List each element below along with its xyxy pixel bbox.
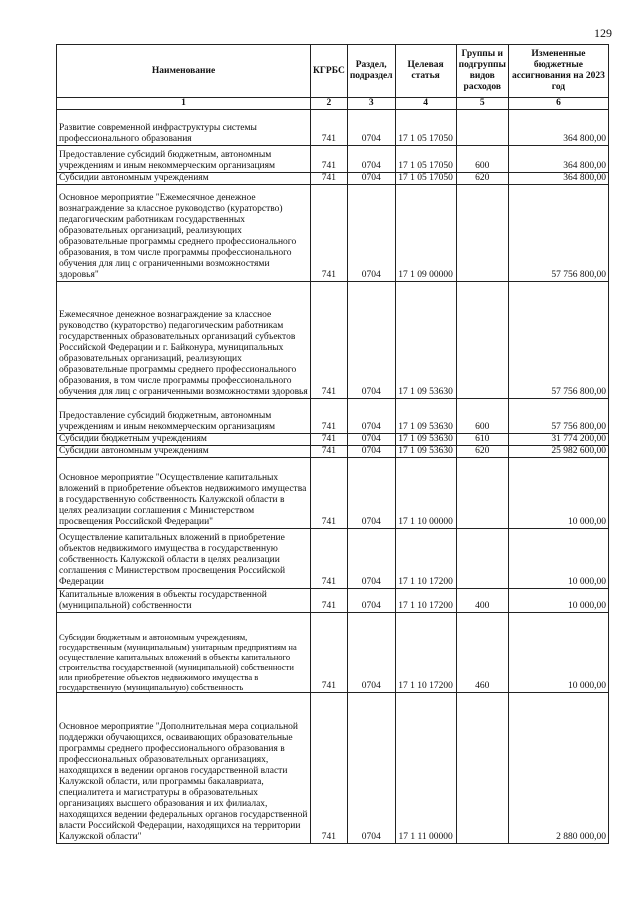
row-name: Основное мероприятие "Ежемесячное денежное вознаграждение за классное руководство (кураторство) педагогическим работникам государственных образовательных организаций, реализующих образовательные программы среднего профессионального образования, в том числе программы профессионального обучения для лиц с ограниченными возможностями здоровья" [57,185,311,282]
row-kgrbs: 741 [311,458,348,529]
row-amount: 10 000,00 [508,613,608,693]
table-row [57,446,609,458]
row-amount: 364 800,00 [508,110,608,146]
budget-table [56,44,609,844]
column-number: 5 [456,98,508,110]
column-number: 4 [395,98,456,110]
row-amount: 31 774 200,00 [508,434,608,446]
row-group: 620 [456,446,508,458]
row-amount: 10 000,00 [508,589,608,613]
row-amount: 57 756 800,00 [508,399,608,434]
row-amount: 10 000,00 [508,458,608,529]
table-row [57,589,609,613]
column-number: 6 [508,98,608,110]
row-target: 17 1 09 53630 [395,282,456,399]
row-section: 0704 [347,693,395,844]
row-kgrbs: 741 [311,613,348,693]
row-name: Предоставление субсидий бюджетным, автономным учреждениям и иным некоммерческим организациям [57,146,311,173]
row-section: 0704 [347,173,395,185]
row-group: 620 [456,173,508,185]
row-section: 0704 [347,185,395,282]
table-row [57,146,609,173]
row-section: 0704 [347,529,395,589]
row-target: 17 1 05 17050 [395,110,456,146]
column-number: 3 [347,98,395,110]
row-kgrbs: 741 [311,282,348,399]
row-section: 0704 [347,146,395,173]
row-name: Ежемесячное денежное вознаграждение за классное руководство (кураторство) педагогическим работникам государственных образовательных организаций субъектов Российской Федерации и г. Байконура, муниципальных образовательных организаций, реализующих образовательные программы среднего профессионального образования, в том числе программы профессионального обучения для лиц с ограниченными возможностями здоровья [57,282,311,399]
row-group [456,458,508,529]
row-kgrbs: 741 [311,693,348,844]
row-target: 17 1 09 00000 [395,185,456,282]
row-group: 600 [456,399,508,434]
row-group [456,529,508,589]
header-target: Целевая статья [395,45,456,98]
row-amount: 364 800,00 [508,146,608,173]
table-row [57,110,609,146]
table-row [57,458,609,529]
row-target: 17 1 10 17200 [395,589,456,613]
header-groups: Группы и подгруппы видов расходов [456,45,508,98]
row-name: Субсидии автономным учреждениям [57,446,311,458]
row-kgrbs: 741 [311,185,348,282]
row-name: Предоставление субсидий бюджетным, автономным учреждениям и иным некоммерческим организациям [57,399,311,434]
column-number: 1 [57,98,311,110]
row-amount: 10 000,00 [508,529,608,589]
row-amount: 364 800,00 [508,173,608,185]
row-name: Субсидии автономным учреждениям [57,173,311,185]
row-target: 17 1 09 53630 [395,446,456,458]
row-group [456,282,508,399]
row-amount: 57 756 800,00 [508,282,608,399]
row-target: 17 1 09 53630 [395,434,456,446]
row-target: 17 1 05 17050 [395,146,456,173]
table-row [57,185,609,282]
row-section: 0704 [347,399,395,434]
row-name: Основное мероприятие "Осуществление капитальных вложений в приобретение объектов недвижимого имущества в государственную собственность Калужской области в целях реализации соглашения с Министерством просвещения Российской Федерации" [57,458,311,529]
column-number: 2 [311,98,348,110]
row-section: 0704 [347,434,395,446]
row-group: 610 [456,434,508,446]
table-row [57,693,609,844]
row-group: 400 [456,589,508,613]
row-group: 600 [456,146,508,173]
row-name: Субсидии бюджетным и автономным учреждениям, государственным (муниципальным) унитарным предприятиям на осуществление капитальных вложений в объекты капитального строительства государственной (муниципальной) собственности или приобретение объектов недвижимого имущества в государственную (муниципальную) собственность [57,613,311,693]
header-kgrbs: КГРБС [311,45,348,98]
row-kgrbs: 741 [311,589,348,613]
row-name: Осуществление капитальных вложений в приобретение объектов недвижимого имущества в государственную собственность Калужской области в целях реализации соглашения с Министерством просвещения Российской Федерации [57,529,311,589]
row-section: 0704 [347,458,395,529]
table-row [57,613,609,693]
row-kgrbs: 741 [311,529,348,589]
row-target: 17 1 10 17200 [395,529,456,589]
row-group [456,110,508,146]
row-amount: 25 982 600,00 [508,446,608,458]
row-name: Субсидии бюджетным учреждениям [57,434,311,446]
table-row [57,434,609,446]
row-group [456,693,508,844]
row-kgrbs: 741 [311,434,348,446]
row-section: 0704 [347,446,395,458]
table-row [57,399,609,434]
header-section: Раздел, подраздел [347,45,395,98]
row-group: 460 [456,613,508,693]
row-kgrbs: 741 [311,173,348,185]
row-kgrbs: 741 [311,110,348,146]
row-section: 0704 [347,110,395,146]
row-section: 0704 [347,589,395,613]
table-row [57,282,609,399]
row-kgrbs: 741 [311,146,348,173]
row-group [456,185,508,282]
row-target: 17 1 10 17200 [395,613,456,693]
page-number: 129 [594,26,612,40]
row-name: Капитальные вложения в объекты государственной (муниципальной) собственности [57,589,311,613]
header-name: Наименование [57,45,311,98]
row-kgrbs: 741 [311,399,348,434]
row-target: 17 1 10 00000 [395,458,456,529]
row-section: 0704 [347,282,395,399]
row-kgrbs: 741 [311,446,348,458]
row-amount: 57 756 800,00 [508,185,608,282]
row-target: 17 1 11 00000 [395,693,456,844]
row-target: 17 1 05 17050 [395,173,456,185]
table-header-row [57,45,609,98]
table-row [57,173,609,185]
table-row [57,529,609,589]
header-amount: Измененные бюджетные ассигнования на 2023 год [508,45,608,98]
row-name: Основное мероприятие "Дополнительная мера социальной поддержки обучающихся, осваивающих образовательные программы среднего профессионального образования в профессиональных образовательных организациях, находящихся в ведении органов государственной власти Калужской области, или программы бакалавриата, специалитета и магистратуры в образовательных организациях высшего образования и их филиалах, находящихся ведении федеральных органов государственной власти Российской Федерации, находящихся на территории Калужской области" [57,693,311,844]
row-amount: 2 880 000,00 [508,693,608,844]
row-target: 17 1 09 53630 [395,399,456,434]
row-section: 0704 [347,613,395,693]
row-name: Развитие современной инфраструктуры системы профессионального образования [57,110,311,146]
column-number-row [57,98,609,110]
